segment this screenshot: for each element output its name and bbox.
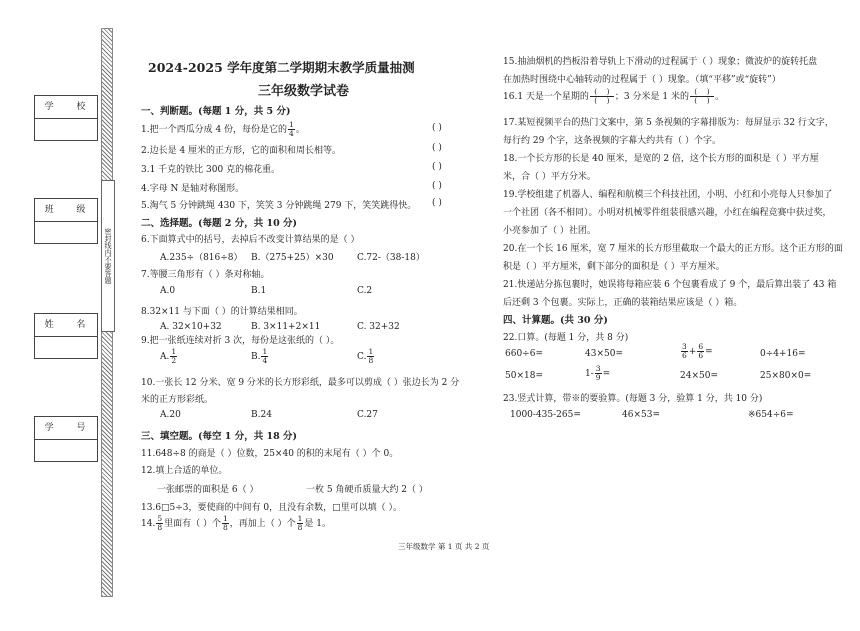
question-22: 22.口算。(每题 1 分，共 8 分) bbox=[503, 333, 629, 343]
section-judge: 一、判断题。(每题 1 分，共 5 分) bbox=[141, 106, 291, 117]
vertical-calc-1: 1000-435-265= bbox=[510, 410, 581, 420]
calc-1: 660÷6= bbox=[505, 349, 543, 359]
q9-option-a[interactable]: A. $\frac{1}{2}$ bbox=[160, 347, 177, 365]
question-21-line1: 21.快递站分拣包裹时，她误将每箱应装 6 个包裹看成了 9 个，最后算出装了 43 箱 bbox=[503, 280, 837, 290]
school-label: 学 校 bbox=[35, 96, 97, 119]
question-5: 5.淘气 5 分钟跳绳 430 下，笑笑 3 分钟跳绳 279 下，笑笑跳得快。 bbox=[141, 201, 417, 211]
calc-8: 25×80×0= bbox=[760, 371, 812, 381]
question-15-line2: 在加热时围绕中心轴转动的过程属于（ ）现象。（填“平移”或“旋转”） bbox=[503, 75, 781, 85]
section-choice: 二、选择题。(每题 2 分，共 10 分) bbox=[141, 218, 298, 229]
question-7: 7.等腰三角形有（ ）条对称轴。 bbox=[141, 270, 270, 280]
section-fill: 三、填空题。(每空 1 分，共 18 分) bbox=[141, 431, 298, 442]
q10-option-a[interactable]: A.20 bbox=[160, 410, 181, 420]
q9-option-c[interactable]: C. $\frac{1}{8}$ bbox=[357, 347, 374, 365]
fraction: $\frac{1}{8}$ bbox=[222, 514, 228, 532]
answer-paren-1[interactable]: ( ) bbox=[432, 123, 442, 133]
calc-4: 0÷4+16= bbox=[760, 349, 806, 359]
answer-paren-2[interactable]: ( ) bbox=[432, 143, 442, 153]
fraction: $\frac{1}{8}$ bbox=[368, 347, 374, 365]
calc-7: 24×50= bbox=[680, 371, 718, 381]
vertical-calc-3: ※654÷6= bbox=[748, 410, 794, 420]
answer-paren-3[interactable]: ( ) bbox=[432, 162, 442, 172]
question-2: 2.边长是 4 厘米的正方形，它的面积和周长相等。 bbox=[141, 146, 342, 156]
question-12: 12.填上合适的单位。 bbox=[141, 466, 228, 476]
q10-option-b[interactable]: B.24 bbox=[251, 410, 272, 420]
question-15-line1: 15.抽油烟机的挡板沿着导轨上下滑动的过程属于（ ）现象；微波炉的旋转托盘 bbox=[503, 57, 818, 67]
question-16: 16.1 天是一个星期的 $\frac{( )}{( )}$ ；3 分米是 1 米的 $\frac{( )}{( )}$ 。 bbox=[503, 87, 724, 105]
class-label: 班 级 bbox=[35, 199, 97, 222]
q8-option-b[interactable]: B. 3×11+2×11 bbox=[251, 322, 321, 332]
calc-2: 43×50= bbox=[585, 349, 623, 359]
answer-paren-5[interactable]: ( ) bbox=[432, 198, 442, 208]
calc-6: 1- $\frac{3}{9}$ = bbox=[585, 364, 611, 382]
calc-3: $\frac{3}{6}$ + $\frac{6}{6}$ = bbox=[682, 342, 713, 360]
question-1-text: 1.把一个西瓜分成 4 份，每份是它的 bbox=[141, 125, 288, 135]
name-field[interactable] bbox=[35, 337, 97, 358]
question-19-line1: 19.学校组建了机器人、编程和航模三个科技社团，小明、小红和小亮每人只参加了 bbox=[503, 190, 833, 200]
fraction: $\frac{5}{8}$ bbox=[157, 514, 163, 532]
question-12b: 一枚 5 角硬币质量大约 2（ ） bbox=[306, 485, 428, 495]
fraction: $\frac{3}{9}$ bbox=[595, 364, 601, 382]
fraction: $\frac{1}{4}$ bbox=[262, 347, 268, 365]
section-calc: 四、计算题。(共 30 分) bbox=[503, 315, 608, 326]
fraction: $\frac{3}{6}$ bbox=[682, 342, 687, 360]
fraction: $\frac{1}{8}$ bbox=[297, 514, 303, 532]
class-field[interactable] bbox=[35, 222, 97, 243]
q6-option-b[interactable]: B.（275+25）×30 bbox=[251, 253, 334, 263]
answer-paren-4[interactable]: ( ) bbox=[432, 181, 442, 191]
question-13: 13.6□5÷3，要使商的中间有 0，且没有余数，□里可以填（ ）。 bbox=[141, 503, 402, 513]
question-17-line2: 每行约 29 个字，这条视频的字幕大约共有（ ）个字。 bbox=[503, 136, 722, 146]
question-18-line2: 米，合（ ）平方分米。 bbox=[503, 172, 596, 182]
number-box bbox=[34, 416, 98, 462]
question-20-line1: 20.在一个长 16 厘米，宽 7 厘米的长方形里截取一个最大的正方形。这个正方形的面 bbox=[503, 244, 843, 254]
fraction-blank[interactable]: $\frac{( )}{( )}$ bbox=[590, 88, 614, 105]
fraction: $\frac{1}{4}$ bbox=[289, 120, 294, 138]
q8-option-a[interactable]: A. 32×10+32 bbox=[160, 322, 222, 332]
question-9: 9.把一张纸连续对折 3 次，每份是这张纸的（ ）。 bbox=[141, 336, 340, 346]
school-field[interactable] bbox=[35, 119, 97, 140]
q7-option-c[interactable]: C.2 bbox=[357, 286, 373, 296]
question-20-line2: 积是（ ）平方厘米，剩下部分的面积是（ ）平方厘米。 bbox=[503, 262, 725, 272]
name-box bbox=[34, 313, 98, 359]
question-19-line2: 一个社团（各不相同）。小明对机械零件组装很感兴趣，小红在编程竞赛中获过奖， bbox=[503, 208, 832, 218]
question-6: 6.下面算式中的括号，去掉后不改变计算结果的是（ ） bbox=[141, 235, 360, 245]
fraction: $\frac{6}{6}$ bbox=[698, 342, 704, 360]
exam-title: 2024-2025 学年度第二学期期末教学质量抽测 bbox=[148, 60, 415, 75]
question-11: 11.648÷8 的商是（ ）位数，25×40 的积的末尾有（ ）个 0。 bbox=[141, 449, 399, 459]
class-box bbox=[34, 198, 98, 244]
q7-option-a[interactable]: A.0 bbox=[160, 286, 176, 296]
number-field[interactable] bbox=[35, 440, 97, 461]
q6-option-c[interactable]: C.72-（38-18） bbox=[357, 253, 425, 263]
name-label: 姓 名 bbox=[35, 314, 97, 337]
vertical-calc-2: 46×53= bbox=[622, 410, 660, 420]
exam-subtitle: 三年级数学试卷 bbox=[258, 84, 350, 99]
question-8: 8.32×11 与下面（ ）的计算结果相同。 bbox=[141, 307, 303, 317]
question-10-line2: 米的正方形彩纸。 bbox=[141, 395, 214, 405]
q8-option-c[interactable]: C. 32+32 bbox=[357, 322, 400, 332]
question-3: 3.1 千克的铁比 300 克的棉花重。 bbox=[141, 165, 281, 175]
calc-5: 50×18= bbox=[505, 371, 543, 381]
question-19-line3: 小亮参加了（ ）社团。 bbox=[503, 226, 596, 236]
question-17-line1: 17.某短视频平台的热门文案中，第 5 条视频的字幕排版为：每屏显示 32 行文字， bbox=[503, 118, 834, 128]
q6-option-a[interactable]: A.235÷（816÷8） bbox=[160, 253, 243, 263]
page-footer: 三年级数学 第 1 页 共 2 页 bbox=[398, 542, 490, 551]
q10-option-c[interactable]: C.27 bbox=[357, 410, 378, 420]
question-21-line2: 后还剩 3 个包裹。实际上，正确的装箱结果应该是（ ）箱。 bbox=[503, 298, 743, 308]
question-14: 14. $\frac{5}{8}$ 里面有（ ）个 $\frac{1}{8}$ ，再加上（ ）个 $\frac{1}{8}$ 是 1。 bbox=[141, 514, 332, 532]
q9-option-b[interactable]: B. $\frac{1}{4}$ bbox=[251, 347, 268, 365]
fraction-blank[interactable]: $\frac{( )}{( )}$ bbox=[690, 88, 714, 105]
question-4: 4.字母 N 是轴对称图形。 bbox=[141, 184, 245, 194]
seal-line-note: 密封线内不要答题 bbox=[101, 180, 115, 332]
fraction: $\frac{1}{2}$ bbox=[171, 347, 177, 365]
question-12a: 一张邮票的面积是 6（ ） bbox=[157, 485, 259, 495]
question-18-line1: 18.一个长方形的长是 40 厘米，是宽的 2 倍，这个长方形的面积是（ ）平方厘 bbox=[503, 154, 819, 164]
question-10-line1: 10.一张长 12 分米、宽 9 分米的长方形彩纸，最多可以剪成（ ）张边长为 2 分 bbox=[141, 378, 460, 388]
number-label: 学 号 bbox=[35, 417, 97, 440]
school-box bbox=[34, 95, 98, 141]
question-1: 1.把一个西瓜分成 4 份，每份是它的 $\frac{1}{4}$ 。 bbox=[141, 120, 305, 138]
q7-option-b[interactable]: B.1 bbox=[251, 286, 267, 296]
question-23: 23.竖式计算，带※的要验算。(每题 3 分，验算 1 分，共 10 分) bbox=[503, 394, 763, 404]
